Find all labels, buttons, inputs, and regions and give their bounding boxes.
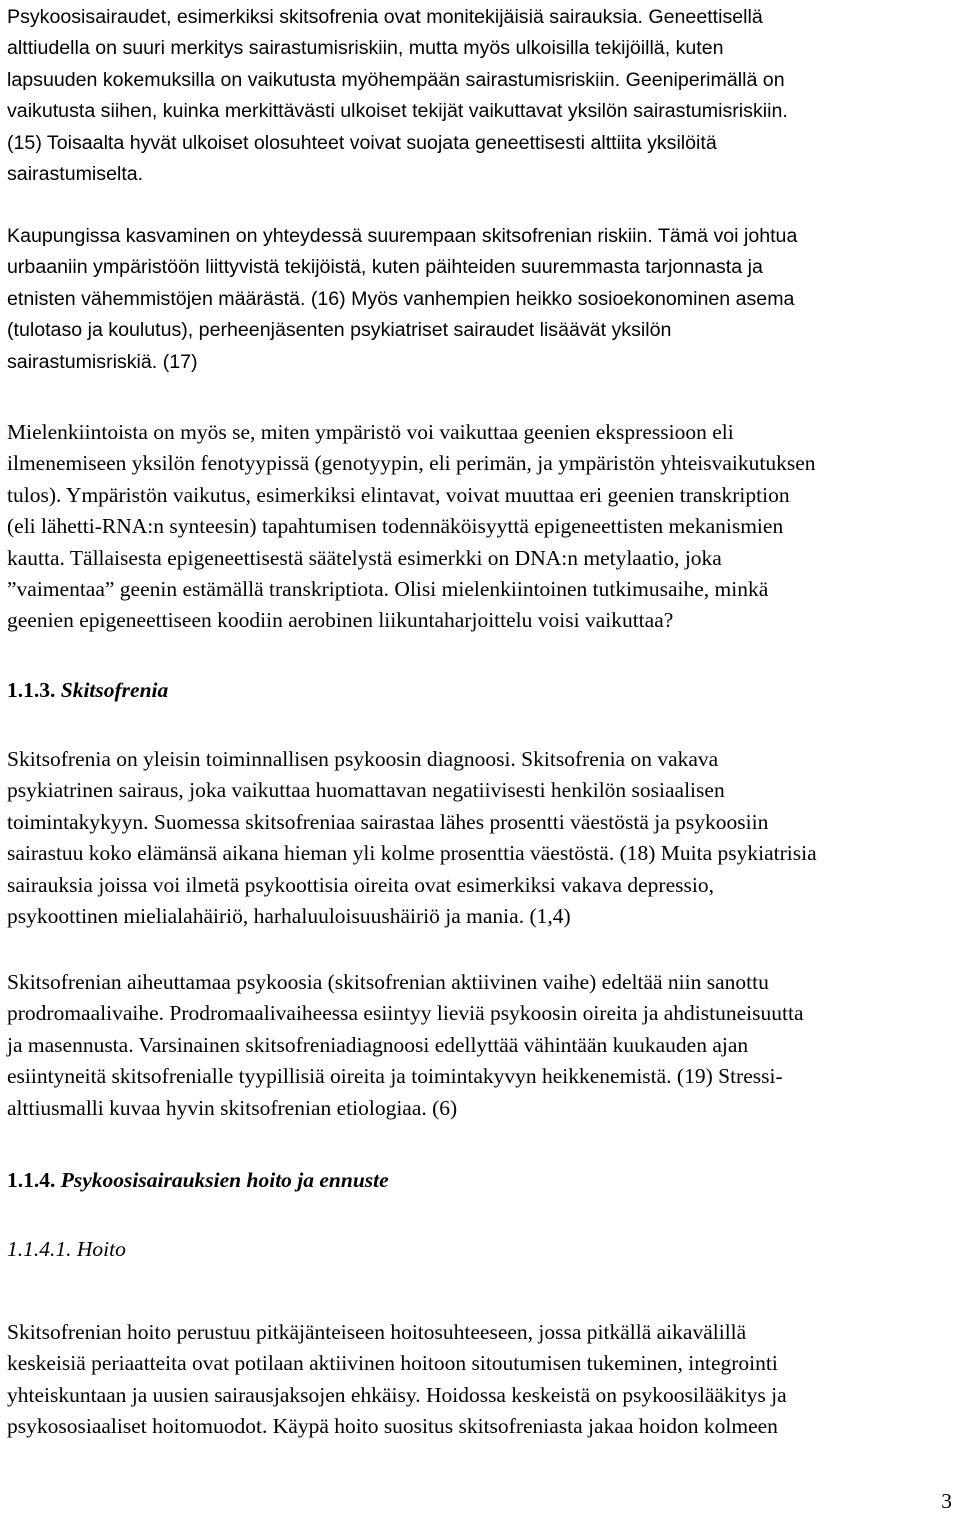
paragraph-epigenetics: [7, 417, 957, 637]
text-line: Kaupungissa kasvaminen on yhteydessä suurempaan skitsofrenian riskiin. Tämä voi johtua: [7, 225, 798, 247]
subsection-heading-hoito: [7, 1234, 957, 1265]
text-line: sairauksia joissa voi ilmetä psykoottisia oireita ovat esimerkiksi vakava depressio,: [7, 872, 714, 897]
section-heading-skitsofrenia: [7, 675, 957, 706]
text-line: kautta. Tällaisesta epigeneettisestä säätelystä esimerkki on DNA:n metylaatio, joka: [7, 545, 722, 570]
text-line: psykososiaaliset hoitomuodot. Käypä hoito suositus skitsofreniasta jakaa hoidon kolmeen: [7, 1414, 778, 1439]
text-line: geenien epigeneettiseen koodiin aerobinen liikuntaharjoittelu voisi vaikuttaa?: [7, 608, 674, 633]
text-line: esiintyneitä skitsofrenialle tyypillisiä oireita ja toimintakyvyn heikkenemistä. (19) Stressi-: [7, 1064, 783, 1089]
text-line: (15) Toisaalta hyvät ulkoiset olosuhteet voivat suojata geneettisesti alttiita yksilöitä: [7, 131, 717, 154]
text-line: psykoottinen mielialahäiriö, harhaluuloisuushäiriö ja mania. (1,4): [7, 904, 571, 929]
heading-title: Skitsofrenia: [60, 678, 169, 702]
text-line: Mielenkiintoista on myös se, miten ympäristö voi vaikuttaa geenien ekspressioon eli: [7, 420, 734, 444]
text-line: sairastuu koko elämänsä aikana hieman yli kolme prosenttia väestöstä. (18) Muita psykiatrisia: [7, 841, 817, 866]
text-line: alttiudella on suuri merkitys sairastumisriskiin, mutta myös ulkoisilla tekijöillä, kuten: [7, 37, 724, 60]
paragraph-urban-risk: [7, 221, 957, 378]
text-line: toimintakykyyn. Suomessa skitsofreniaa sairastaa lähes prosentti väestöstä ja psykoosiin: [7, 809, 769, 834]
text-line: Psykoosisairaudet, esimerkiksi skitsofrenia ovat monitekijäisiä sairauksia. Geneettisellä: [7, 6, 763, 28]
text-line: psykiatrinen sairaus, joka vaikuttaa huomattavan negatiivisesti henkilön sosiaalisen: [7, 778, 725, 803]
heading-number: 1.1.4.: [7, 1168, 56, 1192]
text-line: urbaaniin ympäristöön liittyvistä tekijöistä, kuten päihteiden suuremmasta tarjonnasta ja: [7, 256, 763, 279]
text-line: (tulotaso ja koulutus), perheenjäsenten psykiatriset sairaudet lisäävät yksilön: [7, 319, 672, 342]
text-line: sairastumisriskiä. (17): [7, 350, 198, 373]
paragraph-genetic-risk: [7, 2, 957, 190]
paragraph-prodromal-phase: [7, 967, 957, 1124]
text-line: Skitsofrenian hoito perustuu pitkäjänteiseen hoitosuhteeseen, jossa pitkällä aikavälillä: [7, 1320, 747, 1344]
text-line: Skitsofrenia on yleisin toiminnallisen psykoosin diagnoosi. Skitsofrenia on vakava: [7, 747, 719, 771]
text-line: prodromaalivaihe. Prodromaalivaiheessa esiintyy lieviä psykoosin oireita ja ahdistuneisuutta: [7, 1001, 804, 1026]
text-line: alttiusmalli kuvaa hyvin skitsofrenian etiologiaa. (6): [7, 1095, 458, 1120]
text-line: lapsuuden kokemuksilla on vaikutusta myöhempään sairastumisriskiin. Geeniperimällä on: [7, 68, 785, 91]
heading-number: 1.1.3.: [7, 678, 56, 702]
text-line: etnisten vähemmistöjen määrästä. (16) Myös vanhempien heikko sosioekonominen asema: [7, 287, 795, 310]
text-line: Skitsofrenian aiheuttamaa psykoosia (skitsofrenian aktiivinen vaihe) edeltää niin sanottu: [7, 970, 769, 994]
paragraph-schizophrenia-definition: [7, 744, 957, 932]
text-line: yhteiskuntaan ja uusien sairausjaksojen ehkäisy. Hoidossa keskeistä on psykoosilääkitys ja: [7, 1382, 787, 1407]
text-line: vaikutusta siihen, kuinka merkittävästi ulkoiset tekijät vaikuttavat yksilön sairastumisriskiin.: [7, 100, 788, 123]
text-line: keskeisiä periaatteita ovat potilaan aktiivinen hoitoon sitoutumisen tukeminen, integrointi: [7, 1351, 778, 1376]
text-line: ilmenemiseen yksilön fenotyypissä (genotyypin, eli perimän, ja ympäristön yhteisvaikutuksen: [7, 451, 816, 476]
heading-title: Psykoosisairauksien hoito ja ennuste: [60, 1168, 389, 1192]
text-line: ”vaimentaa” geenin estämällä transkriptiota. Olisi mielenkiintoinen tutkimusaihe, minkä: [7, 577, 769, 602]
text-line: ja masennusta. Varsinainen skitsofreniadiagnoosi edellyttää vähintään kuukauden ajan: [7, 1032, 749, 1057]
page-number: 3: [941, 1489, 952, 1513]
text-line: tulos). Ympäristön vaikutus, esimerkiksi elintavat, voivat muuttaa eri geenien transkription: [7, 482, 790, 507]
text-line: (eli lähetti-RNA:n synteesin) tapahtumisen todennäköisyyttä epigeneettisten mekanismien: [7, 514, 784, 539]
heading-text: 1.1.4.1. Hoito: [7, 1237, 126, 1261]
paragraph-treatment: [7, 1317, 957, 1443]
section-heading-treatment-prognosis: [7, 1165, 957, 1196]
text-line: sairastumiselta.: [7, 163, 144, 186]
